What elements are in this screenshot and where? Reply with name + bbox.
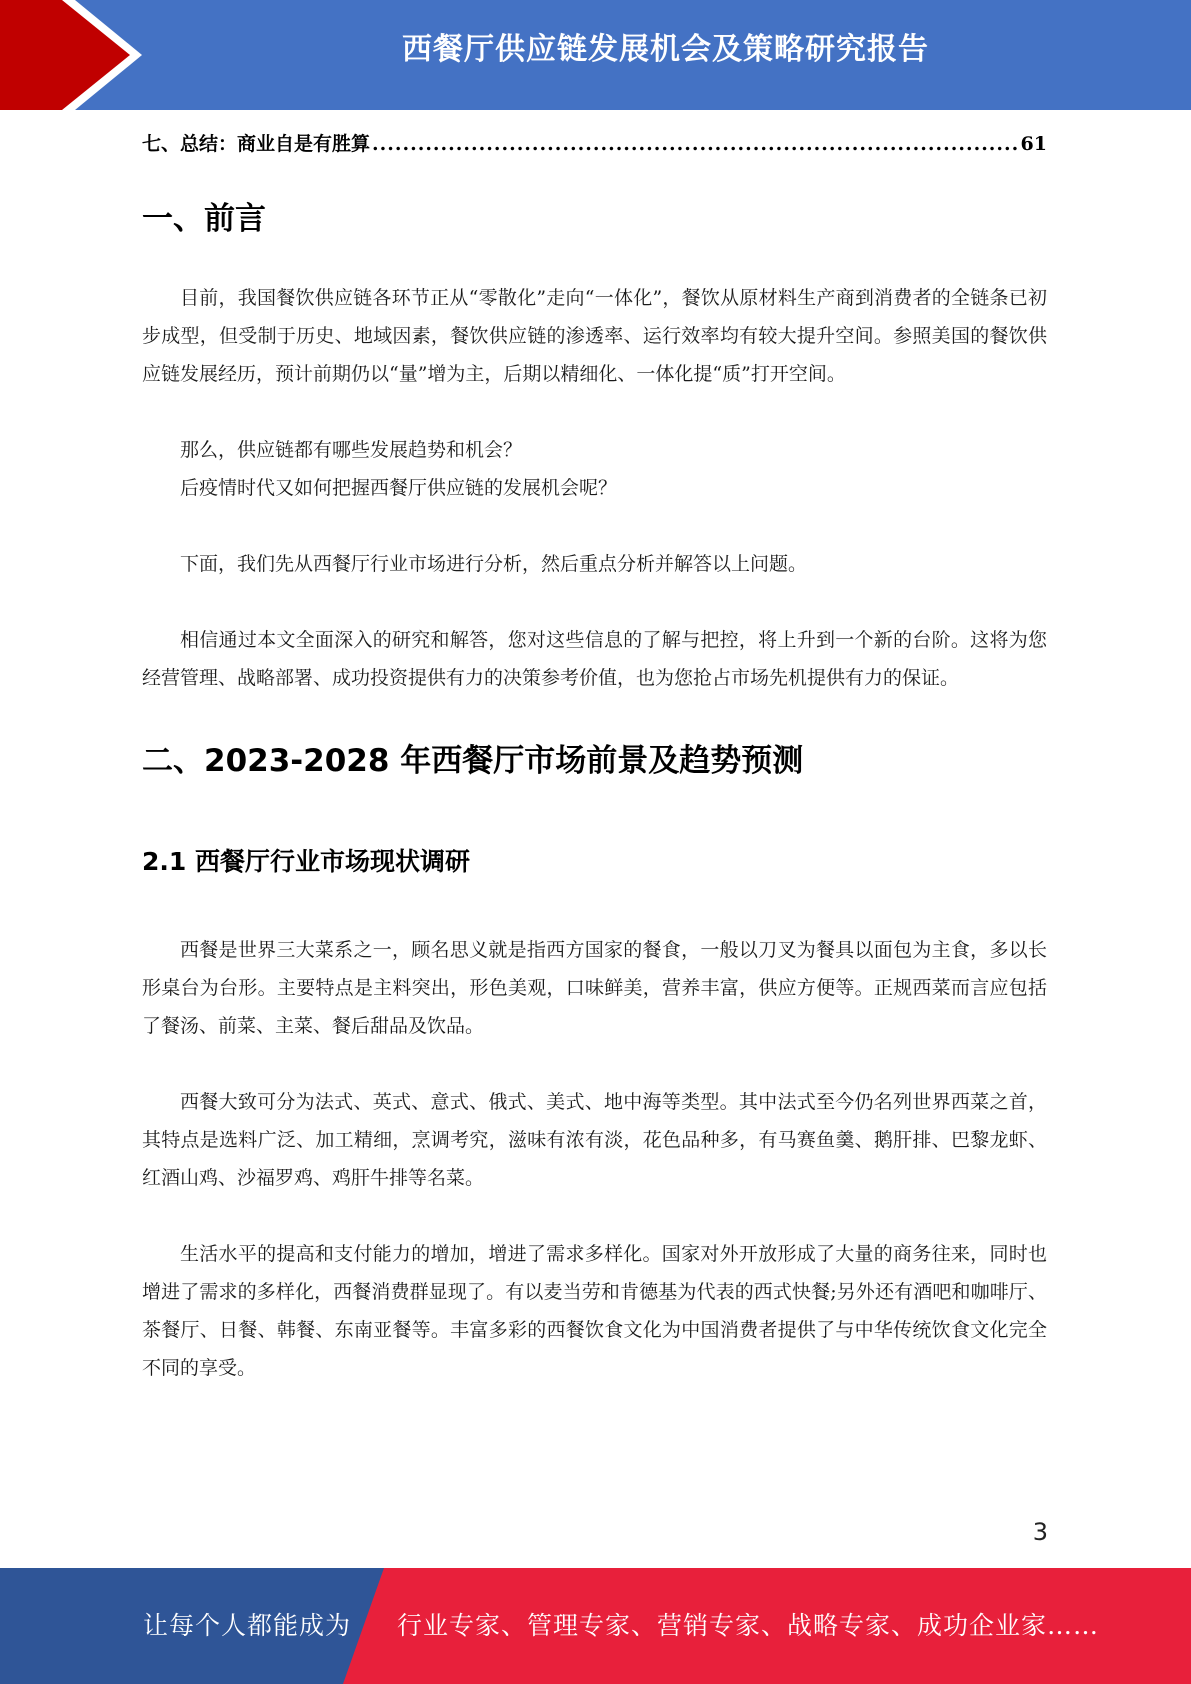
- toc-entry[interactable]: [142, 131, 1047, 157]
- paragraph: 目前，我国餐饮供应链各环节正从“零散化”走向“一体化”，餐饮从原材料生产商到消费者的全链条已初步成型，但受制于历史、地域因素，餐饮供应链的渗透率、运行效率均有较大提升空间。参照美国的餐饮供应链发展经历，预计前期仍以“量”增为主，后期以精细化、一体化提“质”打开空间。: [142, 287, 1047, 385]
- section-heading-forecast: 二、2023-2028 年西餐厅市场前景及趋势预测: [142, 743, 804, 779]
- paragraph: 那么，供应链都有哪些发展趋势和机会？: [180, 439, 523, 461]
- toc-leader-dots: [372, 131, 1019, 157]
- report-title: 西餐厅供应链发展机会及策略研究报告: [402, 32, 929, 67]
- paragraph: 后疫情时代又如何把握西餐厅供应链的发展机会呢？: [180, 477, 618, 499]
- page-content: [142, 110, 1047, 1387]
- red-chevron-decoration: [0, 0, 160, 110]
- footer-slogan-left: 让每个人都能成为: [143, 1611, 352, 1640]
- header-banner: [0, 0, 1191, 110]
- toc-entry-text: 七、总结：商业自是有胜算: [142, 133, 371, 155]
- footer-banner: [0, 1568, 1191, 1684]
- paragraph: 生活水平的提高和支付能力的增加，增进了需求多样化。国家对外开放形成了大量的商务往来，同时也增进了需求的多样化，西餐消费群显现了。有以麦当劳和肯德基为代表的西式快餐;另外还有酒吧和咖啡厅、茶餐厅、日餐、韩餐、东南亚餐等。丰富多彩的西餐饮食文化为中国消费者提供了与中华传统饮食文化完全不同的享受。: [142, 1243, 1047, 1379]
- subsection-heading-market-status: 2.1 西餐厅行业市场现状调研: [142, 847, 470, 876]
- paragraph: 相信通过本文全面深入的研究和解答，您对这些信息的了解与把控，将上升到一个新的台阶。这将为您经营管理、战略部署、成功投资提供有力的决策参考价值，也为您抢占市场先机提供有力的保证。: [142, 629, 1047, 689]
- paragraph: 西餐大致可分为法式、英式、意式、俄式、美式、地中海等类型。其中法式至今仍名列世界西菜之首，其特点是选料广泛、加工精细，烹调考究，滋味有浓有淡，花色品种多，有马赛鱼羹、鹅肝排、巴黎龙虾、红酒山鸡、沙福罗鸡、鸡肝牛排等名菜。: [142, 1091, 1047, 1189]
- page-number: 3: [1032, 1518, 1048, 1546]
- section-heading-preface: 一、前言: [142, 201, 266, 237]
- paragraph: 下面，我们先从西餐厅行业市场进行分析，然后重点分析并解答以上问题。: [180, 553, 808, 575]
- footer-slogan-right: 行业专家、管理专家、营销专家、战略专家、成功企业家……: [397, 1611, 1100, 1640]
- toc-entry-page: 61: [1020, 133, 1047, 155]
- paragraph: 西餐是世界三大菜系之一，顾名思义就是指西方国家的餐食，一般以刀叉为餐具以面包为主食，多以长形桌台为台形。主要特点是主料突出，形色美观，口味鲜美，营养丰富，供应方便等。正规西菜而言应包括了餐汤、前菜、主菜、餐后甜品及饮品。: [142, 939, 1047, 1037]
